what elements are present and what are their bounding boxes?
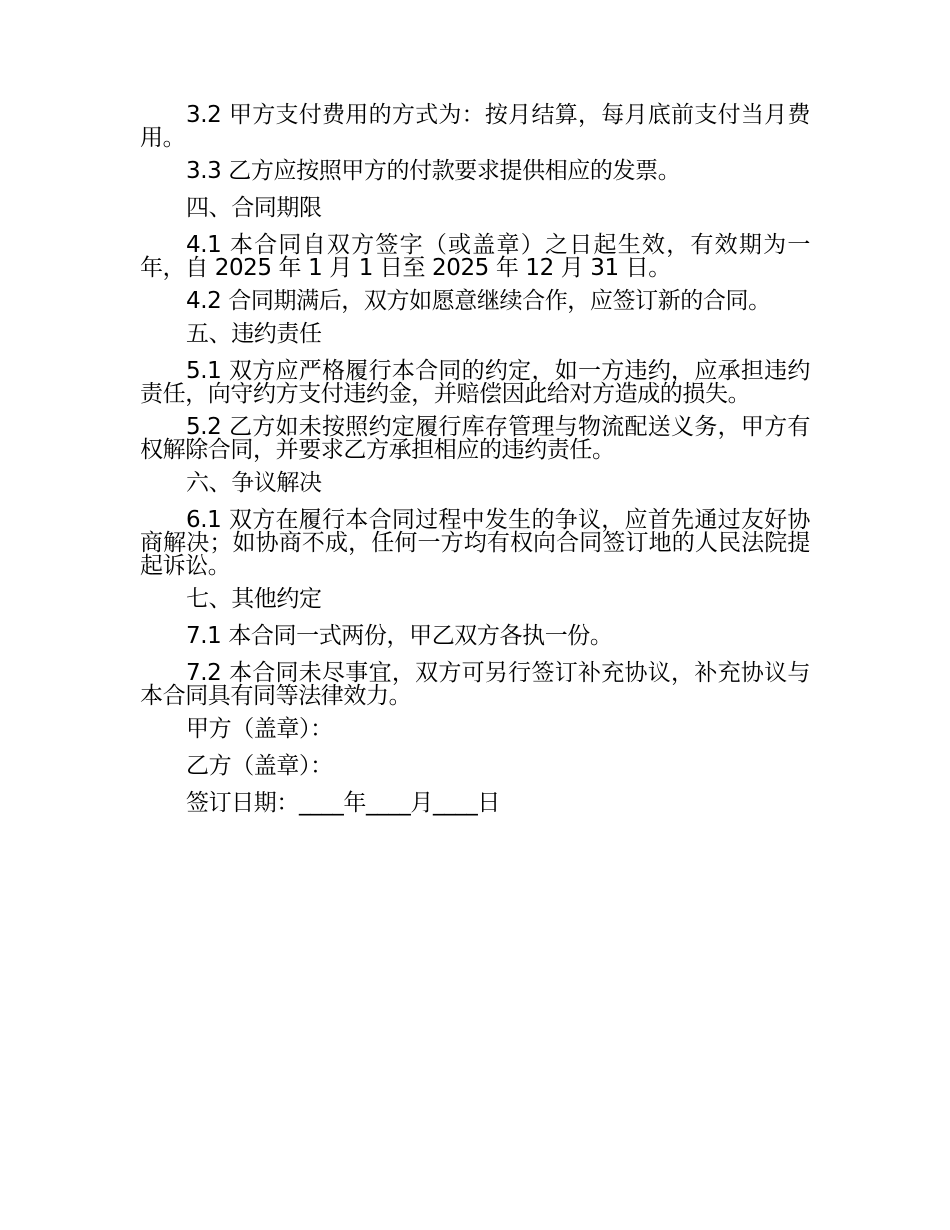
clause-3-3: 3.3 乙方应按照甲方的付款要求提供相应的发票。 — [186, 158, 681, 184]
signing-date-line: 签订日期：____年____月____日 — [186, 790, 501, 816]
section-heading-other: 七、其他约定 — [186, 586, 322, 612]
clause-7-1: 7.1 本合同一式两份，甲乙双方各执一份。 — [186, 623, 613, 649]
clause-4-2: 4.2 合同期满后，双方如愿意继续合作，应签订新的合同。 — [186, 288, 771, 314]
party-a-seal-line: 甲方（盖章）： — [186, 716, 333, 742]
clause-4-1: 4.1 本合同自双方签字（或盖章）之日起生效，有效期为一年，自 2025 年 1 月 1 日至 2025 年 12 月 31 日。 — [140, 232, 810, 281]
party-b-seal-line: 乙方（盖章）： — [186, 753, 333, 779]
contract-body — [140, 104, 810, 829]
clause-5-1: 5.1 双方应严格履行本合同的约定，如一方违约，应承担违约责任，向守约方支付违约金，并赔偿因此给对方造成的损失。 — [140, 358, 810, 407]
clause-7-2: 7.2 本合同未尽事宜，双方可另行签订补充协议，补充协议与本合同具有同等法律效力。 — [140, 660, 810, 709]
section-heading-liability: 五、违约责任 — [186, 321, 322, 347]
clause-5-2: 5.2 乙方如未按照约定履行库存管理与物流配送义务，甲方有权解除合同，并要求乙方承担相应的违约责任。 — [140, 414, 810, 463]
section-heading-dispute: 六、争议解决 — [186, 470, 322, 496]
section-heading-term: 四、合同期限 — [186, 195, 322, 221]
clause-3-2: 3.2 甲方支付费用的方式为：按月结算，每月底前支付当月费用。 — [140, 102, 810, 151]
clause-6-1: 6.1 双方在履行本合同过程中发生的争议，应首先通过友好协商解决；如协商不成，任何一方均有权向合同签订地的人民法院提起诉讼。 — [140, 507, 810, 579]
